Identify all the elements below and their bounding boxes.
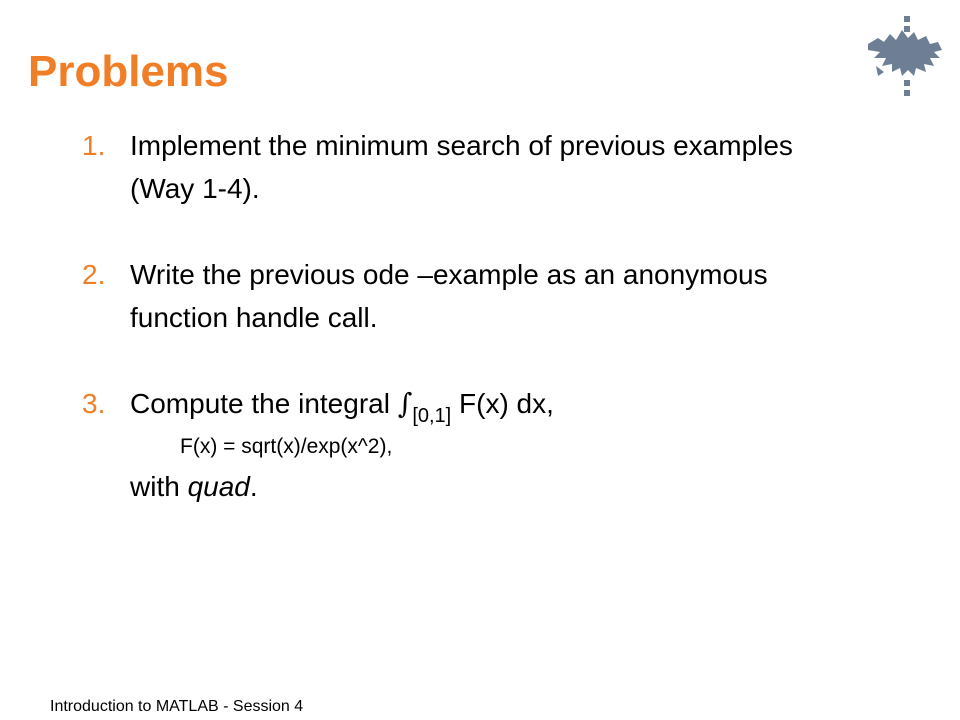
closing-suffix: . (249, 471, 258, 502)
problem-text-line: Implement the minimum search of previous examples (130, 130, 793, 161)
problem-item-3 (82, 382, 942, 508)
problem-number: 2. (82, 259, 106, 290)
problem-number: 1. (82, 130, 106, 161)
closing-line (130, 465, 942, 508)
problem-text-line: Write the previous ode –example as an anonymous (130, 259, 768, 290)
slide-title: Problems (28, 47, 229, 96)
integral-range: [0,1] (412, 405, 452, 427)
problem-list (82, 124, 942, 508)
university-logo-icon (860, 14, 950, 98)
function-name: quad (187, 471, 250, 502)
logo-dots (904, 16, 910, 96)
integral-line (130, 382, 942, 429)
problem-text-line: function handle call. (130, 302, 378, 333)
closing-prefix: with (130, 471, 188, 502)
problem-item-1 (82, 124, 942, 210)
integral-symbol: ∫ (397, 387, 413, 420)
integrand-formula: F(x) = sqrt(x)/exp(x^2), (180, 435, 393, 458)
problem-item-2 (82, 253, 942, 339)
integrand: F(x) dx, (451, 388, 554, 419)
footer-text: Introduction to MATLAB - Session 4 (50, 698, 304, 715)
integral-intro: Compute the integral (130, 388, 398, 419)
problem-text-line: (Way 1-4). (130, 173, 260, 204)
problem-number: 3. (82, 388, 106, 419)
